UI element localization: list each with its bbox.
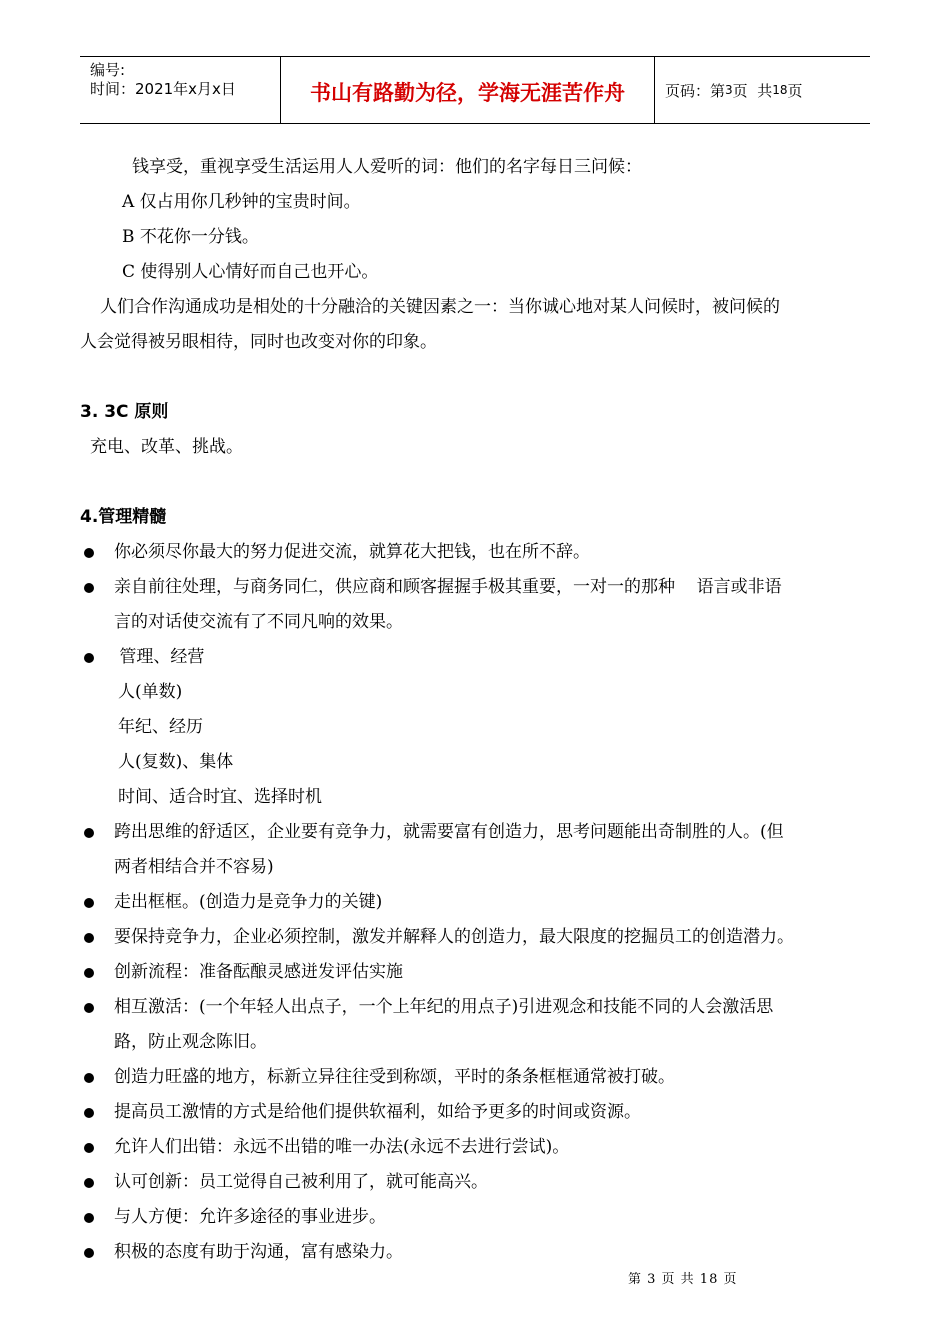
list-item [80,1165,870,1200]
paragraph-line-2: 人会觉得被另眼相待，同时也改变对你的印象。 [80,332,437,352]
section-3-title: 3. 3C 原则 [80,402,169,422]
bullet-icon [84,1143,94,1153]
document-time-label: 时间：2021年x月x日 [90,80,236,98]
list-item [80,1200,870,1235]
page-total: 18 [772,83,788,97]
bullet-icon [84,1003,94,1013]
section-3-text: 充电、改革、挑战。 [90,437,243,457]
list-item [80,640,870,675]
bullet-text: 认可创新：员工觉得自己被利用了，就可能高兴。 [114,1172,488,1192]
bullet-text: 言的对话使交流有了不同凡响的效果。 [114,612,403,632]
bullet-text: 要保持竞争力，企业必须控制，激发并解释人的创造力，最大限度的挖掘员工的创造潜力。 [114,927,794,947]
list-item [80,1060,870,1095]
bullet-icon [84,1213,94,1223]
bullet-icon [84,1073,94,1083]
bullet-icon [84,828,94,838]
page-mid: 页 共 [732,81,773,100]
bullet-text: 积极的态度有助于沟通，富有感染力。 [114,1242,403,1262]
bullet-text: 亲自前往处理，与商务同仁，供应商和顾客握握手极其重要，一对一的那种 语言或非语 [114,577,782,597]
bullet-text: 你必须尽你最大的努力促进交流，就算花大把钱，也在所不辞。 [114,542,590,562]
header-meta-cell [80,57,281,123]
sub-item: 年纪、经历 [118,717,203,737]
page-footer: 第 3 页 共 18 页 [628,1272,738,1287]
list-item [80,815,870,885]
bullet-text: 与人方便：允许多途径的事业进步。 [114,1207,386,1227]
bullet-text: 跨出思维的舒适区，企业要有竞争力，就需要富有创造力，思考问题能出奇制胜的人。(但 [114,822,784,842]
list-item [80,535,870,570]
page-current: 3 [725,83,733,97]
sub-item: 人(复数)、集体 [118,752,234,772]
list-item [80,955,870,990]
list-item [80,920,870,955]
sub-item: 时间、适合时宜、选择时机 [118,787,322,807]
bullet-icon [84,548,94,558]
bullet-icon [84,583,94,593]
bullet-text: 创新流程：准备酝酿灵感迸发评估实施 [114,962,403,982]
bullet-icon [84,1178,94,1188]
bullet-text: 路，防止观念陈旧。 [114,1032,267,1052]
list-item [80,885,870,920]
list-item [80,990,870,1060]
list-item-a: A 仅占用你几秒钟的宝贵时间。 [122,192,361,212]
bullet-icon [84,1248,94,1258]
page-prefix: 页码：第 [665,81,726,100]
section-4-title: 4.管理精髓 [80,507,167,527]
document-body [80,150,870,1270]
bullet-text: 两者相结合并不容易) [114,857,274,877]
list-item [80,1130,870,1165]
bullet-text: 创造力旺盛的地方，标新立异往往受到称颂，平时的条条框框通常被打破。 [114,1067,675,1087]
list-item-c: C 使得别人心情好而自己也开心。 [122,262,379,282]
sub-item: 人(单数) [118,682,183,702]
list-item-b: B 不花你一分钱。 [122,227,259,247]
intro-line: 钱享受，重视享受生活运用人人爱听的词：他们的名字每日三问候： [132,157,642,177]
bullet-text: 允许人们出错：永远不出错的唯一办法(永远不去进行尝试)。 [114,1137,570,1157]
bullet-text: 走出框框。(创造力是竞争力的关键) [114,892,383,912]
header-page-info [655,57,870,123]
bullet-icon [84,933,94,943]
page-header [80,56,870,124]
document-number-label: 编号: [90,61,126,79]
bullet-icon [84,653,94,663]
bullet-text: 管理、经营 [114,647,205,667]
bullet-text: 提高员工激情的方式是给他们提供软福利，如给予更多的时间或资源。 [114,1102,641,1122]
bullet-icon [84,898,94,908]
bullet-text: 相互激活：(一个年轻人出点子，一个上年纪的用点子)引进观念和技能不同的人会激活思 [114,997,774,1017]
bullet-icon [84,968,94,978]
list-item [80,570,870,640]
list-item [80,1235,870,1270]
bullet-icon [84,1108,94,1118]
paragraph-line-1: 人们合作沟通成功是相处的十分融洽的关键因素之一：当你诚心地对某人问候时，被问候的 [100,297,780,317]
bullet-list [80,535,870,1270]
list-item [80,1095,870,1130]
header-motto: 书山有路勤为径，学海无涯苦作舟 [281,57,655,123]
page-suffix: 页 [787,81,803,100]
